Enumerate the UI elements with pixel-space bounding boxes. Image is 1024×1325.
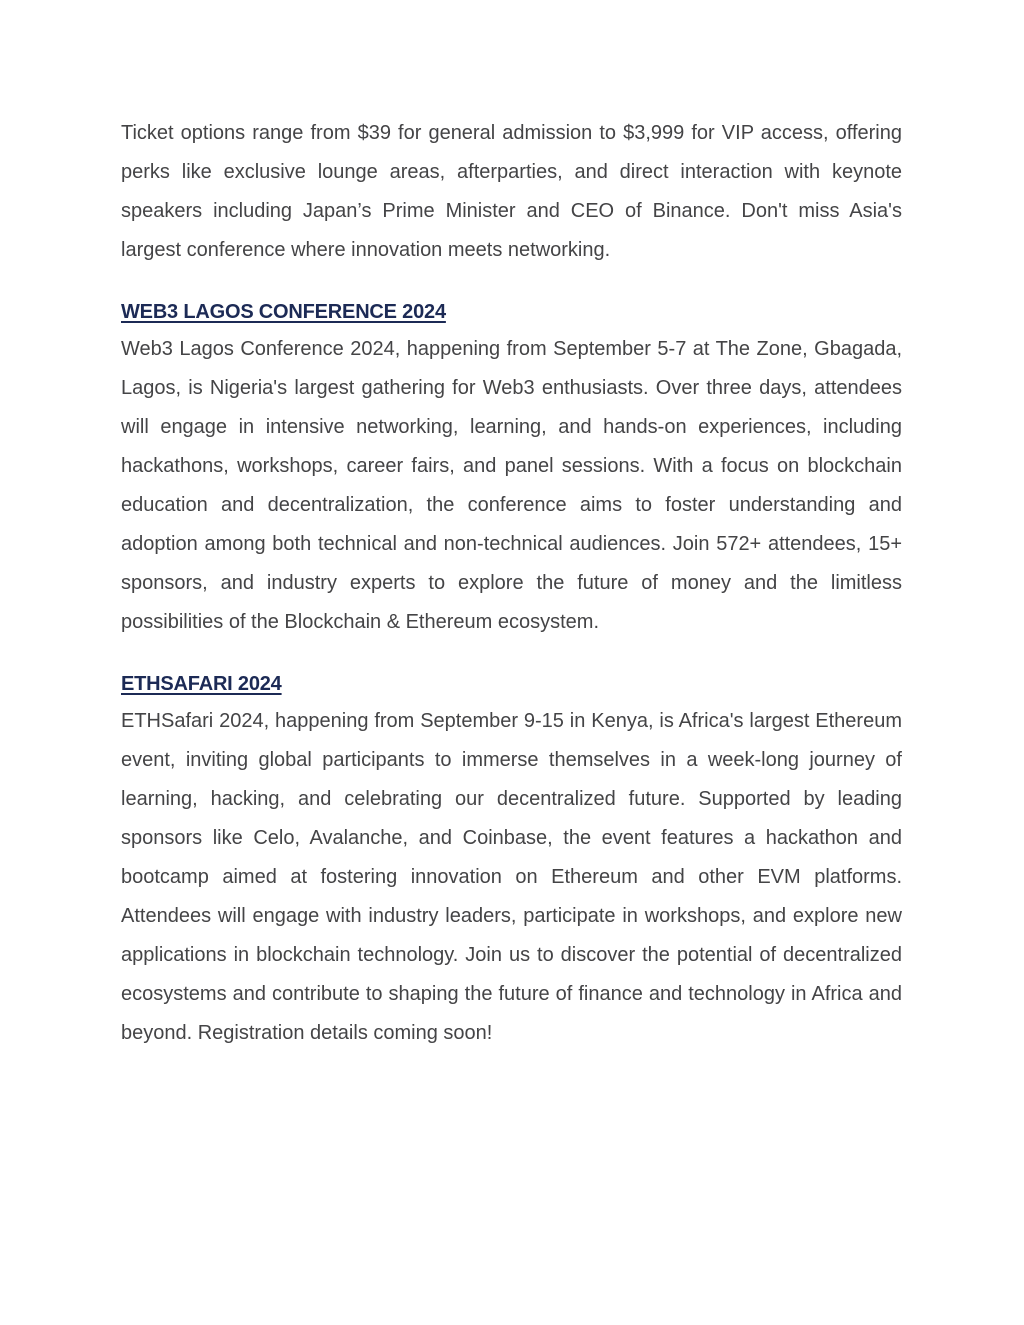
- document-page: [121, 114, 902, 1053]
- web3-lagos-paragraph: Web3 Lagos Conference 2024, happening from September 5-7 at The Zone, Gbagada, Lagos, is Nigeria's largest gathering for Web3 enthusiasts. Over three days, attendees will engage in intensive networking, learning, and hands-on experiences, including hackathons, workshops, career fairs, and panel sessions. With a focus on blockchain education and decentralization, the conference aims to foster understanding and adoption among both technical and non-technical audiences. Join 572+ attendees, 15+ sponsors, and industry experts to explore the future of money and the limitless possibilities of the Blockchain & Ethereum ecosystem.: [121, 338, 902, 633]
- ethsafari-paragraph: ETHSafari 2024, happening from September 9-15 in Kenya, is Africa's largest Ethereum event, inviting global participants to immerse themselves in a week-long journey of learning, hacking, and celebrating our decentralized future. Supported by leading sponsors like Celo, Avalanche, and Coinbase, the event features a hackathon and bootcamp aimed at fostering innovation on Ethereum and other EVM platforms. Attendees will engage with industry leaders, participate in workshops, and explore new applications in blockchain technology. Join us to discover the potential of decentralized ecosystems and contribute to shaping the future of finance and technology in Africa and beyond. Registration details coming soon!: [121, 710, 902, 1044]
- ethsafari-heading-link[interactable]: ETHSAFARI 2024: [121, 673, 282, 695]
- web3-lagos-heading-link[interactable]: WEB3 LAGOS CONFERENCE 2024: [121, 301, 446, 323]
- intro-paragraph: Ticket options range from $39 for general admission to $3,999 for VIP access, offering perks like exclusive lounge areas, afterparties, and direct interaction with keynote speakers including Japan’s Prime Minister and CEO of Binance. Don't miss Asia's largest conference where innovation meets networking.: [121, 122, 902, 261]
